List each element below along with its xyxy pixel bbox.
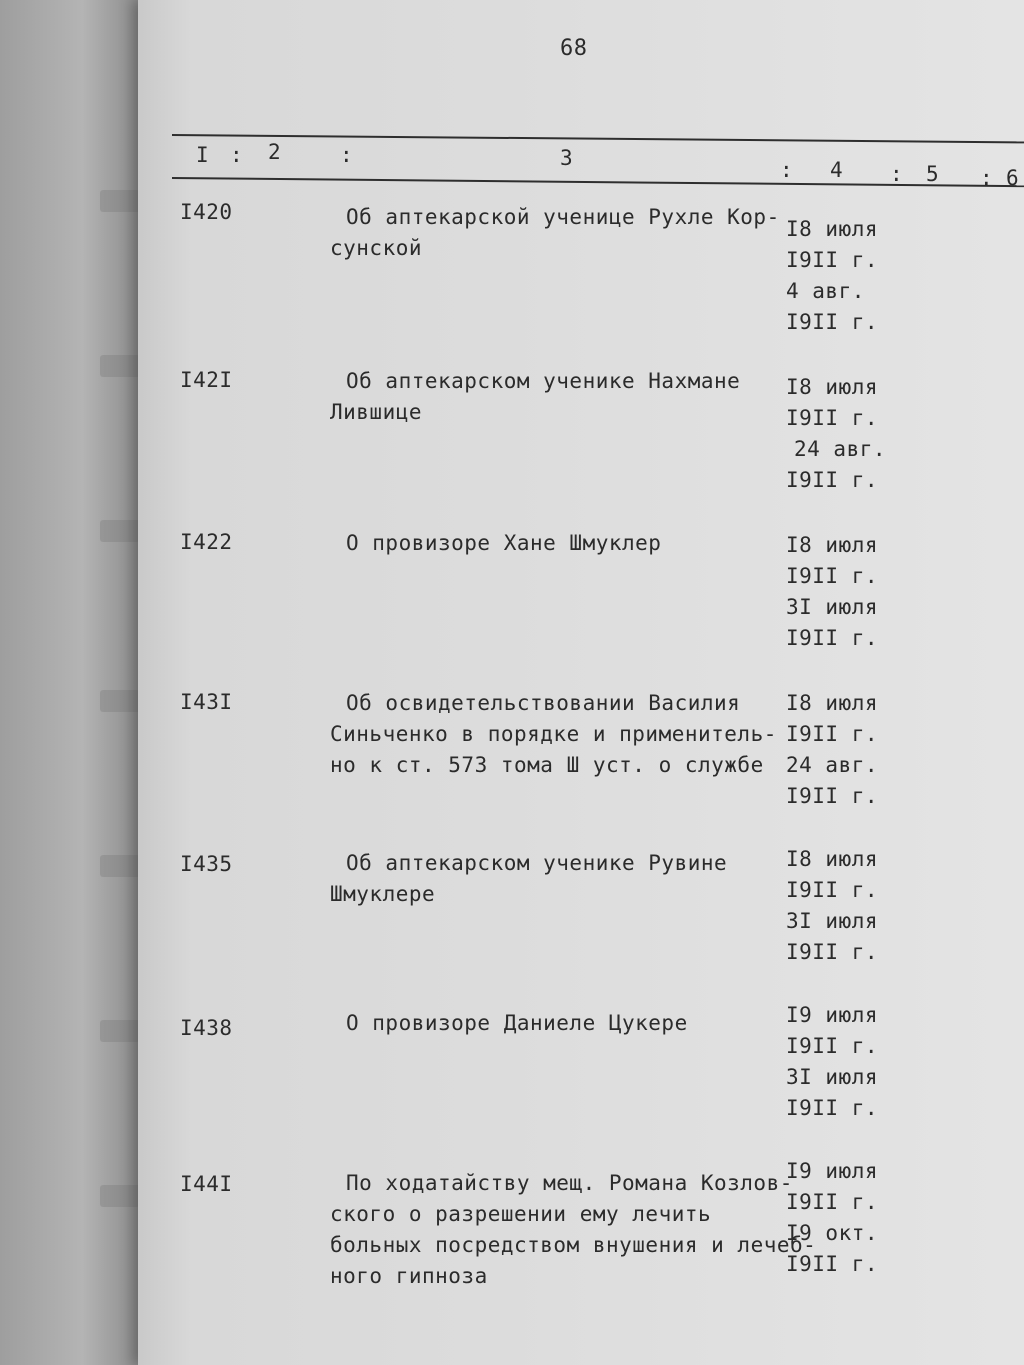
case-dates (786, 1000, 878, 1124)
date-line: I9II г. (786, 310, 879, 334)
case-title (330, 688, 780, 781)
case-title-line: О провизоре Хане Шмуклер (346, 531, 662, 555)
date-line: 3I июля (786, 1065, 879, 1089)
date-line: I9II г. (786, 468, 879, 492)
bleed-through-mark (100, 690, 140, 712)
date-line: 24 авг. (794, 437, 887, 461)
case-number: I43I (180, 690, 233, 714)
case-title-line: Лившице (330, 400, 423, 424)
date-line: 3I июля (786, 595, 879, 619)
case-dates (786, 372, 886, 496)
date-line: I9II г. (786, 248, 879, 272)
date-line: I9 июля (786, 1159, 879, 1183)
case-title-line: По ходатайству мещ. Романа Козлов- (346, 1171, 793, 1195)
case-title (330, 1168, 817, 1292)
date-line: I9II г. (786, 1252, 879, 1276)
header-col-5: 5 (926, 162, 940, 186)
case-title-line: но к ст. 573 тома Ш уст. о службе (330, 753, 764, 777)
case-number: I438 (180, 1016, 233, 1040)
date-line: I9II г. (786, 1096, 879, 1120)
header-separator: : (980, 166, 994, 190)
case-number: I420 (180, 200, 233, 224)
header-separator: : (780, 158, 794, 182)
header-separator: : (230, 143, 244, 167)
case-title-line: ского о разрешении ему лечить (330, 1202, 712, 1226)
date-line: I9II г. (786, 626, 879, 650)
date-line: I9II г. (786, 722, 879, 746)
header-separator: : (890, 162, 904, 186)
case-title-line: О провизоре Даниеле Цукере (346, 1011, 688, 1035)
case-title-line: Об освидетельствовании Василия (346, 691, 741, 715)
date-line: I8 июля (786, 375, 879, 399)
date-line: I8 июля (786, 847, 879, 871)
case-number: I422 (180, 530, 233, 554)
date-line: I9II г. (786, 940, 879, 964)
case-number: I435 (180, 852, 233, 876)
date-line: I8 июля (786, 533, 879, 557)
date-line: I9II г. (786, 1190, 879, 1214)
case-number: I42I (180, 368, 233, 392)
header-col-1: I (196, 143, 210, 167)
header-col-4: 4 (830, 158, 844, 182)
case-dates (786, 688, 878, 812)
case-title-line: Об аптекарском ученике Рувине (346, 851, 728, 875)
case-title (330, 202, 780, 264)
date-line: I9 июля (786, 1003, 879, 1027)
bleed-through-mark (100, 1020, 140, 1042)
header-col-2: 2 (268, 140, 282, 164)
date-line: I9II г. (786, 878, 879, 902)
date-line: I9 окт. (786, 1221, 879, 1245)
case-dates (786, 844, 878, 968)
case-title-line: Шмуклере (330, 882, 436, 906)
header-col-3: 3 (560, 146, 574, 170)
case-title (330, 848, 780, 910)
page-number: 68 (560, 36, 588, 61)
case-title-line: Об аптекарском ученике Нахмане (346, 369, 741, 393)
date-line: I8 июля (786, 691, 879, 715)
case-title (330, 528, 780, 559)
date-line: I9II г. (786, 784, 879, 808)
bleed-through-mark (100, 855, 140, 877)
case-title-line: сунской (330, 236, 423, 260)
date-line: I8 июля (786, 217, 879, 241)
case-title-line: Об аптекарской ученице Рухле Кор- (346, 205, 780, 229)
case-title-line: больных посредством внушения и лечеб- (330, 1233, 817, 1257)
case-title-line: Синьченко в порядке и применитель- (330, 722, 777, 746)
date-line: 4 авг. (786, 279, 865, 303)
case-number: I44I (180, 1172, 233, 1196)
date-line: I9II г. (786, 1034, 879, 1058)
case-title-line: ного гипноза (330, 1264, 488, 1288)
left-page-edge (0, 0, 150, 1365)
bleed-through-mark (100, 1185, 140, 1207)
case-dates (786, 1156, 878, 1280)
header-separator: : (340, 143, 354, 167)
bleed-through-mark (100, 190, 140, 212)
bleed-through-mark (100, 520, 140, 542)
case-dates (786, 530, 878, 654)
case-title (330, 1008, 780, 1039)
date-line: I9II г. (786, 564, 879, 588)
bleed-through-mark (100, 355, 140, 377)
date-line: 24 авг. (786, 753, 879, 777)
date-line: I9II г. (786, 406, 879, 430)
case-dates (786, 214, 878, 338)
date-line: 3I июля (786, 909, 879, 933)
case-title (330, 366, 780, 428)
header-col-6: 6 (1006, 166, 1020, 190)
